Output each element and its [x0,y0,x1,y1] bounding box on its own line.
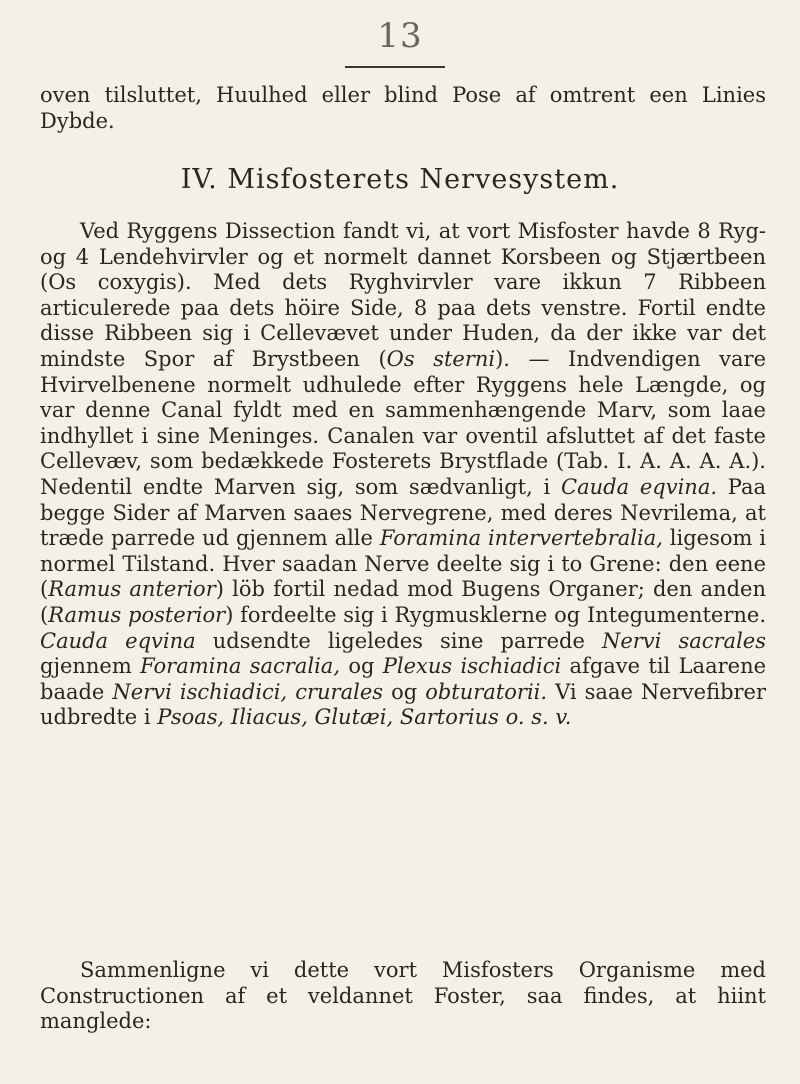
latin-term: Os sterni [386,346,496,371]
latin-term: o. s. v. [498,705,572,730]
continuation-paragraph: oven tilsluttet, Huulhed eller blind Pose af omtrent een Linies Dybde. [40,83,766,133]
text-run: ). — Indvendigen vare Hvirvelbenene normelt udhulede efter Ryggens hele Længde, og var denne Canal fyldt med en sammenhængende Marv, som laae indhyllet i sine Meninges. Canalen var oventil afsluttet af det faste Cellevæv, som bedækkede Fosterets Brystflade (Tab. I. A. A. A. A.). Nedentil endte Marven sig, som sædvanligt, i [40,346,767,499]
latin-term: Ramus anterior [48,577,216,602]
latin-term: Psoas, Iliacus, Glutæi, Sartorius [157,705,499,730]
latin-term: Nervi sacrales [601,628,766,653]
latin-term: obturatorii. [425,679,548,704]
text-run: ) fordeelte sig i Rygmusklerne og Integumenterne. [225,602,766,627]
text-run: afgave til Laarene baade [40,654,767,704]
latin-term: Foramina intervertebralia, [379,526,663,551]
text-run: og [383,679,426,704]
text-run: Paa begge Sider af Marven saaes Nervegrene, med deres Nevrilema, at træde parrede ud gjennem alle [40,474,766,551]
latin-term: Nervi ischiadici, crurales [112,679,384,704]
main-paragraph [40,219,766,731]
text-run: Vi saae Nervefibrer udbredte i [40,679,767,730]
text-run: og [340,654,383,679]
latin-term: Foramina sacralia, [140,654,340,679]
text-run: gjennem [40,654,141,679]
latin-term: Ramus posterior [48,602,226,627]
text-run: ) löb fortil nedad mod Bugens Organer; den anden ( [40,577,766,627]
text-run: Ved Ryggens Dissection fandt vi, at vort Misfoster havde 8 Ryg- og 4 Lendehvirvler og et normelt dannet Korsbeen og Stjærtbeen (Os coxygis). Med dets Ryghvirvler vare ikkun 7 Ribbeen articulerede paa dets höire Side, 8 paa dets venstre. Fortil endte disse Ribbeen sig i Cellevævet under Huden, da der ikke var det mindste Spor af Brystbeen ( [40,219,766,371]
text-run: ligesom i normel Tilstand. Hver saadan Nerve deelte sig i to Grene: den eene ( [40,526,766,602]
page-number: 13 [377,16,423,56]
latin-term: Cauda eqvina [40,628,196,653]
latin-term: Plexus ischiadici [382,654,562,679]
closing-paragraph: Sammenligne vi dette vort Misfosters Organisme med Constructionen af et veldannet Foster, saa findes, at hiint manglede: [40,958,766,1034]
text-run: udsendte ligeledes sine parrede [195,628,602,653]
section-heading: IV. Misfosterets Nervesystem. [180,164,620,195]
latin-term: Cauda eqvina. [561,474,718,499]
page-number-rule [345,66,445,68]
